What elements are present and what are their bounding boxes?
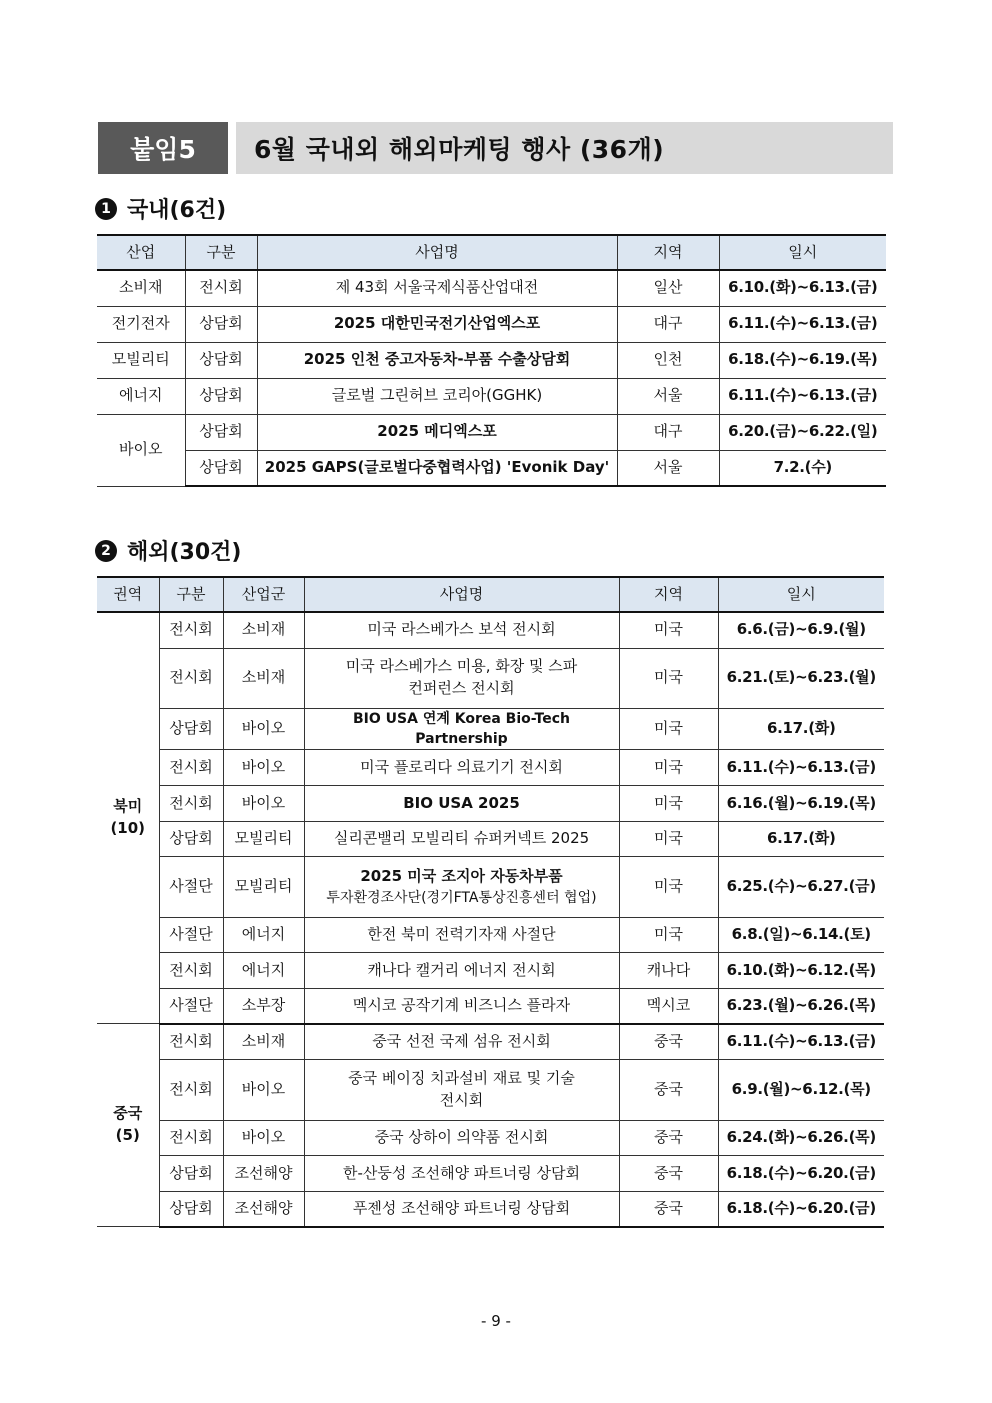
cell-industry: 소비재 <box>97 270 185 306</box>
table-row <box>97 989 884 1024</box>
cell-name: 제 43회 서울국제식품산업대전 <box>257 270 617 306</box>
cell-name <box>304 857 619 918</box>
cell-type: 전시회 <box>159 612 223 648</box>
cell-country: 멕시코 <box>619 989 718 1024</box>
table-row <box>97 648 884 708</box>
table-row <box>97 953 884 989</box>
page-number: - 9 - <box>481 1312 511 1330</box>
cell-type: 사절단 <box>159 857 223 918</box>
cell-type: 전시회 <box>159 1060 223 1121</box>
cell-region: 대구 <box>617 414 719 450</box>
cell-type: 전시회 <box>159 1121 223 1156</box>
cell-date: 6.18.(수)~6.19.(목) <box>719 342 886 378</box>
table-row <box>97 342 886 378</box>
number-one-icon: 1 <box>95 198 117 220</box>
cell-type: 상담회 <box>159 1156 223 1192</box>
cell-type: 전시회 <box>159 953 223 989</box>
cell-industry: 소비재 <box>223 1024 304 1060</box>
col-header: 산업 <box>97 235 185 270</box>
cell-type: 상담회 <box>185 306 257 342</box>
name-line-1: 2025 미국 조지아 자동차부품 <box>360 867 563 886</box>
region-count: (10) <box>110 819 146 838</box>
cell-name: 한전 북미 전력기자재 사절단 <box>304 918 619 953</box>
table-row <box>97 786 884 822</box>
cell-type: 전시회 <box>159 1024 223 1060</box>
cell-country: 중국 <box>619 1121 718 1156</box>
cell-name: 2025 GAPS(글로벌다중협력사업) 'Evonik Day' <box>257 450 617 486</box>
table-row <box>97 1121 884 1156</box>
cell-region: 일산 <box>617 270 719 306</box>
table-row <box>97 857 884 918</box>
cell-type: 상담회 <box>185 378 257 414</box>
cell-date: 6.10.(화)~6.13.(금) <box>719 270 886 306</box>
cell-country: 캐나다 <box>619 953 718 989</box>
cell-industry: 소비재 <box>223 612 304 648</box>
cell-industry: 조선해양 <box>223 1156 304 1192</box>
cell-region: 대구 <box>617 306 719 342</box>
page-title: 6월 국내외 해외마케팅 행사 (36개) <box>236 122 893 174</box>
cell-type: 사절단 <box>159 989 223 1024</box>
cell-name: 실리콘밸리 모빌리티 슈퍼커넥트 2025 <box>304 822 619 857</box>
cell-industry: 바이오 <box>223 786 304 822</box>
number-two-icon: 2 <box>95 540 117 562</box>
cell-type: 전시회 <box>159 786 223 822</box>
overseas-title-text: 해외(30건) <box>127 540 242 565</box>
cell-date: 6.11.(수)~6.13.(금) <box>718 750 884 786</box>
name-line-2: 컨퍼런스 전시회 <box>408 679 515 697</box>
table-row <box>97 1024 884 1060</box>
cell-country: 미국 <box>619 822 718 857</box>
cell-date: 6.20.(금)~6.22.(일) <box>719 414 886 450</box>
table-row <box>97 450 886 486</box>
cell-name: 2025 인천 중고자동차-부품 수출상담회 <box>257 342 617 378</box>
table-row <box>97 414 886 450</box>
cell-name: 한-산둥성 조선해양 파트너링 상담회 <box>304 1156 619 1192</box>
cell-country: 중국 <box>619 1024 718 1060</box>
cell-type: 상담회 <box>159 1192 223 1227</box>
cell-name <box>304 1060 619 1121</box>
table-row <box>97 1156 884 1192</box>
cell-country: 미국 <box>619 918 718 953</box>
cell-type: 상담회 <box>159 822 223 857</box>
col-header: 구분 <box>185 235 257 270</box>
domestic-table <box>97 234 886 487</box>
cell-date: 6.21.(토)~6.23.(월) <box>718 648 884 708</box>
cell-name: 멕시코 공작기계 비즈니스 플라자 <box>304 989 619 1024</box>
domestic-section-title <box>95 193 226 224</box>
cell-country: 미국 <box>619 648 718 708</box>
table-row <box>97 750 884 786</box>
cell-name: 글로벌 그린허브 코리아(GGHK) <box>257 378 617 414</box>
page-header <box>98 122 893 174</box>
cell-region: 서울 <box>617 378 719 414</box>
cell-name: 2025 대한민국전기산업엑스포 <box>257 306 617 342</box>
cell-industry: 바이오 <box>223 708 304 750</box>
cell-date: 6.9.(월)~6.12.(목) <box>718 1060 884 1121</box>
cell-date: 6.24.(화)~6.26.(목) <box>718 1121 884 1156</box>
cell-name: 2025 메디엑스포 <box>257 414 617 450</box>
col-header: 지역 <box>619 577 718 612</box>
cell-name: 미국 라스베가스 보석 전시회 <box>304 612 619 648</box>
cell-industry: 조선해양 <box>223 1192 304 1227</box>
col-header: 일시 <box>719 235 886 270</box>
cell-country: 미국 <box>619 708 718 750</box>
table-row <box>97 708 884 750</box>
cell-name <box>304 648 619 708</box>
cell-industry: 모빌리티 <box>223 857 304 918</box>
table-row <box>97 918 884 953</box>
cell-type: 전시회 <box>159 648 223 708</box>
cell-region: 인천 <box>617 342 719 378</box>
col-header: 지역 <box>617 235 719 270</box>
cell-industry: 바이오 <box>97 414 185 486</box>
cell-region-group <box>97 612 159 1024</box>
col-header: 사업명 <box>304 577 619 612</box>
region-count: (5) <box>115 1126 140 1145</box>
cell-date: 6.17.(화) <box>718 822 884 857</box>
cell-country: 중국 <box>619 1192 718 1227</box>
region-name: 북미 <box>113 797 143 816</box>
cell-industry: 바이오 <box>223 1121 304 1156</box>
cell-region-group <box>97 1024 159 1227</box>
cell-type: 상담회 <box>185 450 257 486</box>
cell-industry: 바이오 <box>223 1060 304 1121</box>
cell-industry: 에너지 <box>223 953 304 989</box>
domestic-title-text: 국내(6건) <box>127 198 227 223</box>
cell-date: 6.6.(금)~6.9.(월) <box>718 612 884 648</box>
cell-industry: 소비재 <box>223 648 304 708</box>
name-line-2: 전시회 <box>439 1091 484 1110</box>
attachment-badge: 붙임5 <box>98 122 228 174</box>
cell-industry: 바이오 <box>223 750 304 786</box>
table-row <box>97 822 884 857</box>
table-row <box>97 378 886 414</box>
col-header: 구분 <box>159 577 223 612</box>
table-row <box>97 306 886 342</box>
cell-date: 6.10.(화)~6.12.(목) <box>718 953 884 989</box>
domestic-header-row <box>97 235 886 270</box>
overseas-section-title <box>95 535 241 566</box>
cell-date: 6.11.(수)~6.13.(금) <box>719 306 886 342</box>
cell-country: 중국 <box>619 1156 718 1192</box>
table-row <box>97 1192 884 1227</box>
name-line-1: 미국 라스베가스 미용, 화장 및 스파 <box>345 657 578 676</box>
cell-country: 미국 <box>619 857 718 918</box>
cell-name: 푸젠성 조선해양 파트너링 상담회 <box>304 1192 619 1227</box>
cell-type: 상담회 <box>185 414 257 450</box>
overseas-header-row <box>97 577 884 612</box>
cell-date: 6.11.(수)~6.13.(금) <box>718 1024 884 1060</box>
cell-date: 6.18.(수)~6.20.(금) <box>718 1192 884 1227</box>
region-name: 중국 <box>113 1104 143 1123</box>
col-header: 권역 <box>97 577 159 612</box>
cell-type: 전시회 <box>185 270 257 306</box>
table-row <box>97 270 886 306</box>
overseas-table <box>97 576 884 1228</box>
cell-country: 미국 <box>619 786 718 822</box>
cell-type: 상담회 <box>185 342 257 378</box>
cell-country: 미국 <box>619 612 718 648</box>
cell-name: 캐나다 캘거리 에너지 전시회 <box>304 953 619 989</box>
cell-name: 미국 플로리다 의료기기 전시회 <box>304 750 619 786</box>
name-line-2: 투자환경조사단(경기FTA통상진흥센터 협업) <box>326 889 597 906</box>
cell-name: 중국 상하이 의약품 전시회 <box>304 1121 619 1156</box>
cell-industry: 에너지 <box>97 378 185 414</box>
cell-country: 중국 <box>619 1060 718 1121</box>
cell-name: BIO USA 2025 <box>304 786 619 822</box>
cell-date: 6.25.(수)~6.27.(금) <box>718 857 884 918</box>
name-line-1: 중국 베이징 치과설비 재료 및 기술 <box>348 1069 575 1088</box>
col-header: 산업군 <box>223 577 304 612</box>
cell-industry: 소부장 <box>223 989 304 1024</box>
cell-type: 사절단 <box>159 918 223 953</box>
cell-industry: 에너지 <box>223 918 304 953</box>
cell-type: 전시회 <box>159 750 223 786</box>
col-header: 일시 <box>718 577 884 612</box>
cell-industry: 모빌리티 <box>97 342 185 378</box>
cell-country: 미국 <box>619 750 718 786</box>
cell-type: 상담회 <box>159 708 223 750</box>
cell-name: 중국 선전 국제 섬유 전시회 <box>304 1024 619 1060</box>
cell-date: 6.11.(수)~6.13.(금) <box>719 378 886 414</box>
table-row <box>97 1060 884 1121</box>
cell-industry: 전기전자 <box>97 306 185 342</box>
cell-date: 7.2.(수) <box>719 450 886 486</box>
cell-name: BIO USA 연계 Korea Bio-Tech Partnership <box>304 708 619 750</box>
cell-date: 6.18.(수)~6.20.(금) <box>718 1156 884 1192</box>
cell-date: 6.16.(월)~6.19.(목) <box>718 786 884 822</box>
cell-date: 6.23.(월)~6.26.(목) <box>718 989 884 1024</box>
cell-date: 6.8.(일)~6.14.(토) <box>718 918 884 953</box>
col-header: 사업명 <box>257 235 617 270</box>
cell-date: 6.17.(화) <box>718 708 884 750</box>
table-row <box>97 612 884 648</box>
cell-industry: 모빌리티 <box>223 822 304 857</box>
cell-region: 서울 <box>617 450 719 486</box>
